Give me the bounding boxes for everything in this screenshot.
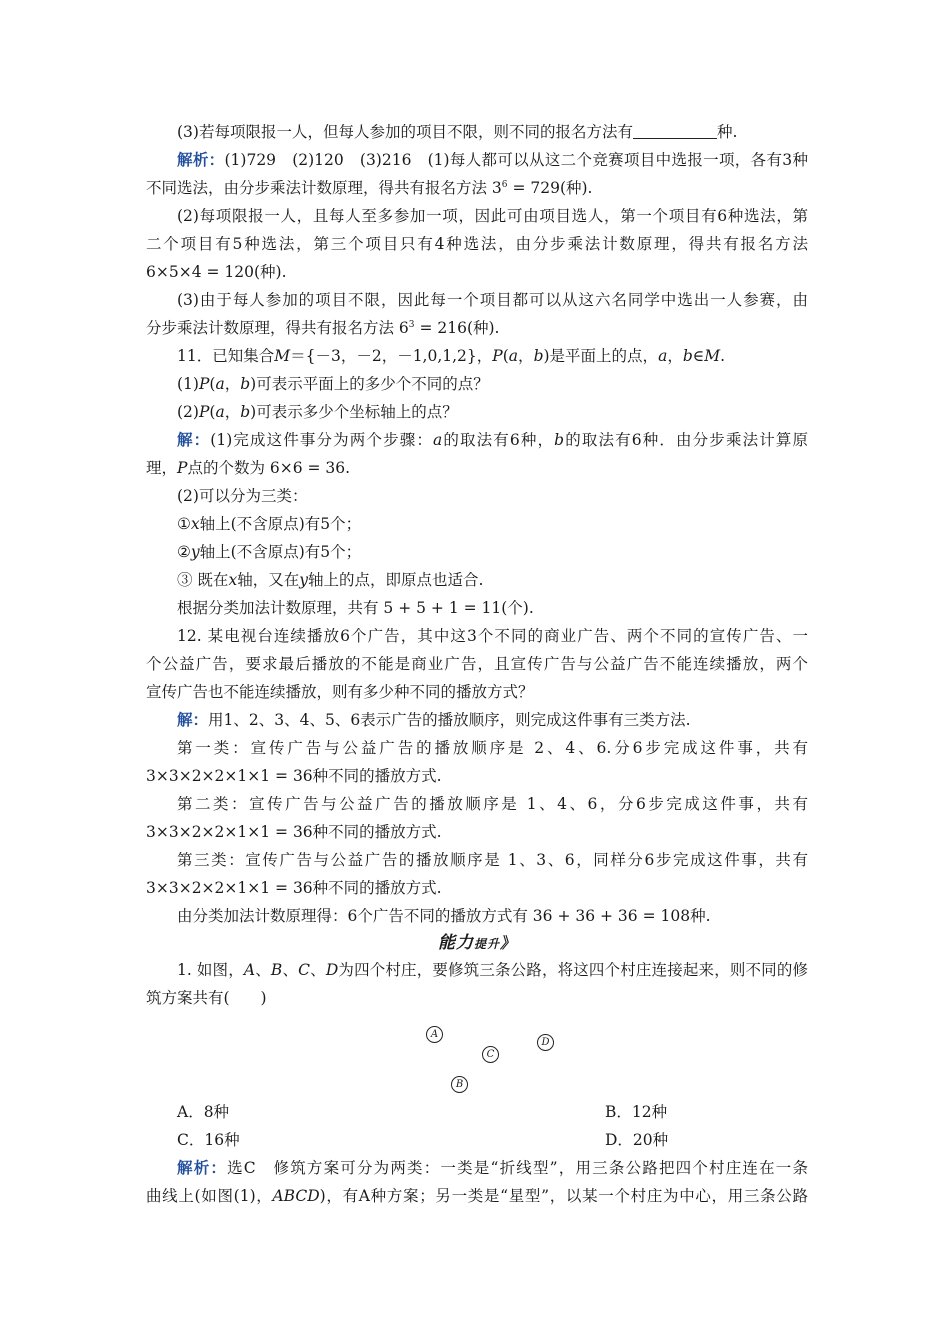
q11-part1: (1)P(a，b)可表示平面上的多少个不同的点？ [177,375,489,393]
answer-blank [633,122,717,139]
sol1-line2: 曲线上(如图(1)，ABCD)，有A种方案；另一类是“星型”，以某一个村庄为中心，用三条公路 [146,1187,808,1205]
sol11-case2: ②y轴上(不含原点)有5个； [177,543,362,561]
village-diagram [146,1012,808,1098]
sol10-p3-line2: 分步乘法计数原理，得共有报名方法 $6^3 = 216$(种). [146,319,500,337]
sol12-case1: 第一类：宣传广告与公益广告的播放顺序是 2、4、6.分6步完成这件事，共有 [177,739,808,757]
village-a-node: A [426,1026,443,1043]
sol12-case2: 第二类：宣传广告与公益广告的播放顺序是 1、4、6，分6步完成这件事，共有 [177,795,808,813]
sol11-conclusion: 根据分类加法计数原理，共有 5 + 5 + 1 = 11(个). [177,599,534,617]
sol10-p2-line3: 6×5×4 = 120(种). [146,263,287,281]
option-c[interactable]: C．16种 [177,1131,240,1149]
q1-line2: 筑方案共有( ) [146,989,267,1007]
village-c-node: C [482,1046,499,1063]
solution-label: 解： [177,710,209,729]
sol12-case2-result: 3×3×2×2×1×1 = 36种不同的播放方式. [146,823,442,841]
option-d[interactable]: D．20种 [605,1131,669,1149]
sol11-line1: 解：(1)完成这件事分为两个步骤：a的取法有6种，b的取法有6种．由分步乘法计算原 [177,430,808,449]
sol11-line2: 理，P点的个数为 6×6 = 36. [146,459,351,477]
sol11-case1: ①x轴上(不含原点)有5个； [177,515,362,533]
sol10-p2-line2: 二个项目有5种选法，第三个项目只有4种选法，由分步乘法计数原理，得共有报名方法 [146,235,808,253]
q12-line2: 个公益广告，要求最后播放的不能是商业广告，且宣传广告与公益广告不能连续播放，两个 [146,655,808,673]
q10-part3: (3)若每项限报一人，但每人参加的项目不限，则不同的报名方法有 种. [177,123,738,141]
sol12-case1-result: 3×3×2×2×1×1 = 36种不同的播放方式. [146,767,442,785]
option-a[interactable]: A．8种 [177,1103,230,1121]
answer-options [146,1098,808,1154]
village-d-node: D [537,1034,554,1051]
sol1-line1: 解析：选C 修筑方案可分为两类：一类是“折线型”，用三条公路把四个村庄连在一条 [177,1158,808,1177]
sol12-case3-result: 3×3×2×2×1×1 = 36种不同的播放方式. [146,879,442,897]
sol12-case3: 第三类：宣传广告与公益广告的播放顺序是 1、3、6，同样分6步完成这件事，共有 [177,851,808,869]
q11-stem: 11．已知集合M＝{－3，－2，－1,0,1,2}，P(a，b)是平面上的点，a，b∈M. [177,347,726,365]
sol11-case3: ③ 既在x轴，又在y轴上的点，即原点也适合. [177,571,484,589]
sol10-line2: 不同选法，由分步乘法计数原理，得共有报名方法 $3^6 = 729$(种). [146,179,593,197]
solution-label: 解析： [177,1158,228,1177]
village-b-node: B [451,1076,468,1093]
sol12-line1: 解：用1、2、3、4、5、6表示广告的播放顺序，则完成这件事有三类方法. [177,710,691,729]
document-page [146,118,808,1210]
sol10-p3-line1: (3)由于每人参加的项目不限，因此每一个项目都可以从这六名同学中选出一人参赛，由 [177,291,808,309]
solution-label: 解析： [177,150,225,169]
solution-label: 解： [177,430,211,449]
sol10-p2-line1: (2)每项限报一人，且每人至多参加一项，因此可由项目选人，第一个项目有6种选法，第 [177,207,808,225]
sol12-conclusion: 由分类加法计数原理得：6个广告不同的播放方式有 36 + 36 + 36 = 108种. [177,907,711,925]
sol10-line1: 解析：(1)729 (2)120 (3)216 (1)每人都可以从这二个竞赛项目中选报一项，各有3种 [177,150,808,169]
option-b[interactable]: B．12种 [605,1103,668,1121]
q1-line1: 1. 如图，A、B、C、D为四个村庄，要修筑三条公路，将这四个村庄连接起来，则不同的修 [177,961,808,979]
q12-line1: 12. 某电视台连续播放6个广告，其中这3个不同的商业广告、两个不同的宣传广告、一 [177,627,808,645]
sol11-line3: (2)可以分为三类： [177,487,308,505]
q11-part2: (2)P(a，b)可表示多少个坐标轴上的点？ [177,403,458,421]
section-banner: 能力提升》 [437,933,517,953]
q12-line3: 宣传广告也不能连续播放，则有多少种不同的播放方式？ [146,683,534,701]
